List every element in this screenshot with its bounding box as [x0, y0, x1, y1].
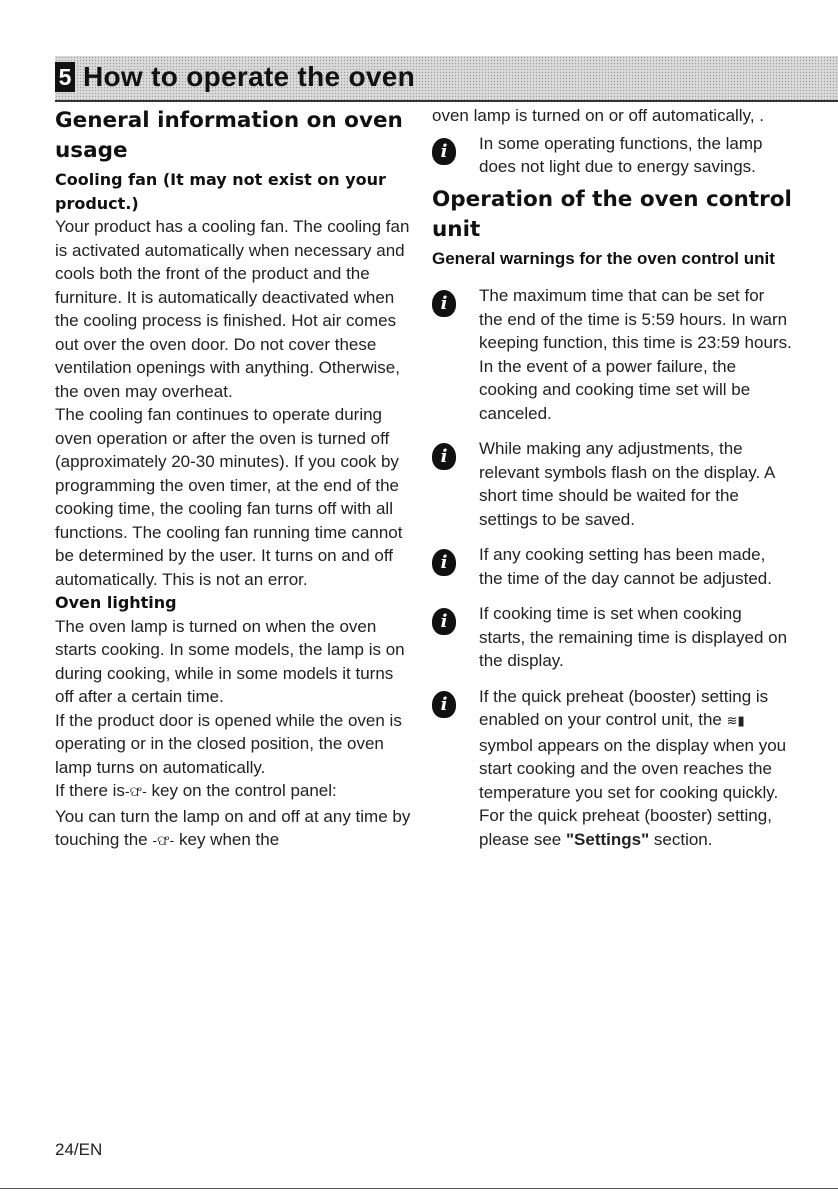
chapter-title: How to operate the oven: [83, 61, 416, 92]
note-time-of-day-text: If any cooking setting has been made, the time of the day cannot be adjusted.: [479, 545, 772, 588]
paragraph-lighting-2: If the product door is opened while the oven is operating or in the closed position, the oven lamp turns on automatically.: [55, 710, 402, 777]
info-note-max-time: [432, 284, 792, 425]
page-number: 24/EN: [55, 1140, 103, 1159]
left-column: [55, 104, 415, 854]
right-column: [432, 104, 792, 851]
info-note-quick-preheat: [432, 685, 792, 852]
preheat-text-a: If the quick preheat (booster) setting is enabled on your control unit, the: [479, 686, 769, 729]
info-note-energy: [432, 132, 792, 179]
footer-rule: [0, 1188, 838, 1189]
booster-icon: ≋▮: [726, 714, 745, 729]
settings-reference: "Settings": [565, 829, 650, 849]
info-icon: i: [432, 549, 456, 576]
lamp-key-icon: -ଫ-: [124, 785, 147, 800]
note-energy-text: In some operating functions, the lamp does not light due to energy savings.: [479, 133, 763, 176]
note-quick-preheat-text: [479, 685, 792, 852]
paragraph-lighting-3: [55, 779, 415, 805]
chapter-header-rule: [55, 100, 838, 102]
info-icon: i: [432, 691, 456, 718]
lighting-4-text-a: You can turn the lamp on and off at any time by touching the: [55, 806, 411, 849]
paragraph-lamp-continued: oven lamp is turned on or off automatically, .: [432, 106, 764, 125]
heading-general-warnings: General warnings for the oven control unit: [432, 248, 775, 268]
lighting-3-text-a: If there is: [55, 781, 125, 800]
heading-cooling-fan: Cooling fan (It may not exist on your product.): [55, 170, 386, 213]
paragraph-lighting-4: [55, 805, 415, 854]
paragraph-lighting-1: The oven lamp is turned on when the oven starts cooking. In some models, the lamp is on during cooking, while in some models it turns off after a certain time.: [55, 616, 405, 706]
heading-operation-control-unit: Operation of the oven control unit: [432, 186, 792, 242]
info-note-adjustments: [432, 437, 792, 531]
lighting-4-text-b: key when the: [178, 830, 280, 849]
note-adjustments-text: While making any adjustments, the relevant symbols flash on the display. A short time should be waited for the settings to be saved.: [479, 439, 775, 529]
preheat-text-b: symbol appears on the display when you start cooking and the oven reaches the temperature you set for cooking quickly. For the quick preheat (booster) setting, please see: [479, 735, 787, 849]
info-note-time-of-day: [432, 543, 792, 590]
preheat-text-d: section.: [653, 829, 713, 849]
lamp-key-icon: -ଫ-: [152, 834, 175, 849]
info-icon: i: [432, 290, 456, 317]
note-remaining-time-text: If cooking time is set when cooking starts, the remaining time is displayed on the display.: [479, 604, 788, 670]
info-icon: i: [432, 443, 456, 470]
heading-oven-lighting: Oven lighting: [55, 593, 177, 612]
note-max-time-text: The maximum time that can be set for the end of the time is 5:59 hours. In warn keeping function, this time is 23:59 hours. In the event of a power failure, the cooking and cooking time set will be canceled.: [479, 286, 792, 423]
paragraph-cooling-fan-2: The cooling fan continues to operate during oven operation or after the oven is turned off (approximately 20-30 minutes). If you cook by programming the oven timer, at the end of the cooking time, the cooling fan turns off with all functions. The cooling fan running time cannot be determined by the user. It turns on and off automatically. This is not an error.: [55, 405, 403, 589]
paragraph-cooling-fan-1: Your product has a cooling fan. The cooling fan is activated automatically when necessary and cools both the front of the product and the furniture. It is automatically deactivated when the cooling process is finished. Hot air comes out over the oven door. Do not cover these ventilation openings with anything. Otherwise, the oven may overheat.: [55, 217, 410, 401]
info-icon: i: [432, 608, 456, 635]
chapter-number: 5: [55, 62, 75, 92]
heading-general-information: General information on oven usage: [55, 108, 403, 163]
lighting-3-text-b: key on the control panel:: [151, 781, 337, 800]
info-note-remaining-time: [432, 602, 792, 673]
info-icon: i: [432, 138, 456, 165]
